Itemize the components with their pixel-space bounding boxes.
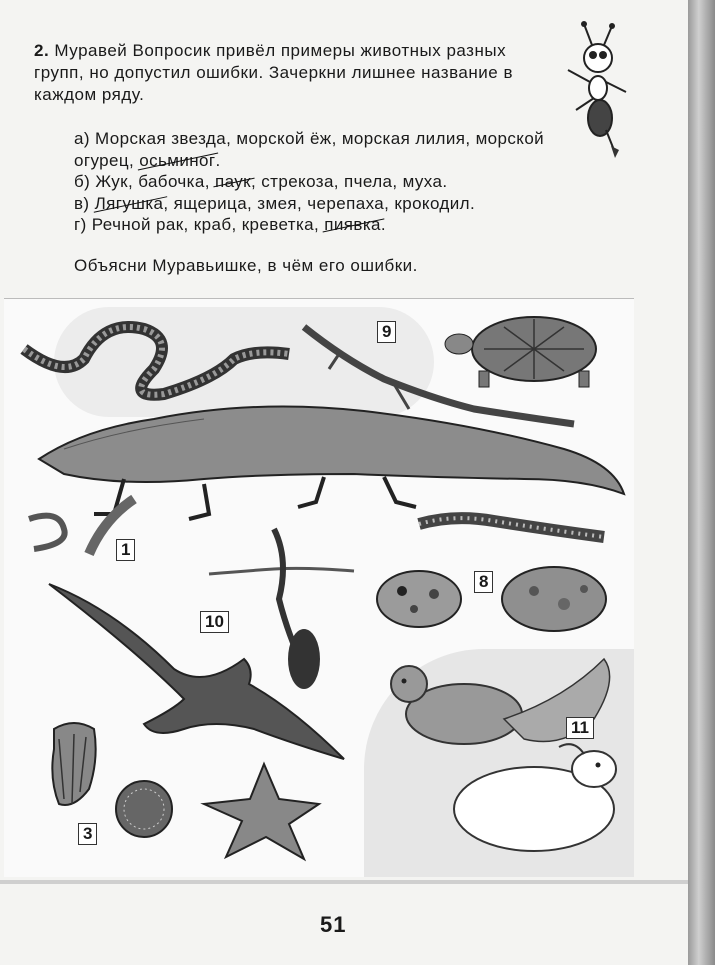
page-bottom-band — [0, 880, 688, 884]
frog-icon — [377, 571, 461, 627]
rabbit-icon — [454, 744, 616, 851]
row-c — [74, 193, 574, 215]
answer-rows — [74, 128, 574, 236]
figure-label-1: 1 — [116, 539, 135, 561]
row-c-text: в) — [74, 193, 95, 213]
sea-lily-icon — [52, 723, 95, 805]
row-b — [74, 171, 574, 193]
ant-character-icon — [556, 18, 636, 168]
figure-label-10: 10 — [200, 611, 229, 633]
row-a-text: а) Морская звезда, морской ёж, морская лилия, морской огурец, — [74, 129, 545, 170]
snake-icon — [24, 327, 289, 395]
task-statement — [34, 40, 554, 106]
row-b-text: б) Жук, бабочка, — [74, 172, 215, 191]
task-text: Муравей Вопросик привёл примеры животных разных групп, но допустил ошибки. Зачеркни лишнее название в каждом ряду. — [34, 41, 513, 104]
toad-icon — [502, 567, 606, 631]
row-a-crossed-word[interactable]: осьминог — [139, 150, 216, 170]
starfish-icon — [204, 764, 319, 859]
row-a-suffix: . — [215, 150, 221, 170]
page-number: 51 — [320, 912, 347, 937]
figure-label-9: 9 — [377, 321, 396, 343]
figure-label-11: 11 — [566, 717, 594, 739]
row-d-text: г) Речной рак, краб, креветка, — [74, 215, 325, 234]
page-edge — [688, 0, 715, 965]
newt-icon — [419, 518, 604, 537]
turtle-icon — [445, 317, 596, 387]
row-d — [74, 214, 574, 236]
swallow-icon — [209, 529, 354, 689]
row-b-suffix: , стрекоза, пчела, муха. — [251, 172, 448, 191]
row-d-crossed-word[interactable]: пиявка — [324, 215, 381, 234]
sea-urchin-icon — [116, 781, 172, 837]
task-number: 2. — [34, 41, 50, 60]
figure-label-3: 3 — [78, 823, 97, 845]
explain-prompt: Объясни Муравьишке, в чём его ошибки. — [74, 256, 418, 275]
row-a — [74, 128, 574, 171]
row-c-crossed-word[interactable]: Лягушка — [94, 193, 164, 213]
figure-label-8: 8 — [474, 571, 493, 593]
animals-illustration — [4, 298, 634, 877]
row-b-crossed-word[interactable]: паук — [215, 172, 252, 191]
row-d-suffix: . — [380, 215, 387, 234]
row-c-suffix: , ящерица, змея, черепаха, крокодил. — [163, 193, 476, 213]
